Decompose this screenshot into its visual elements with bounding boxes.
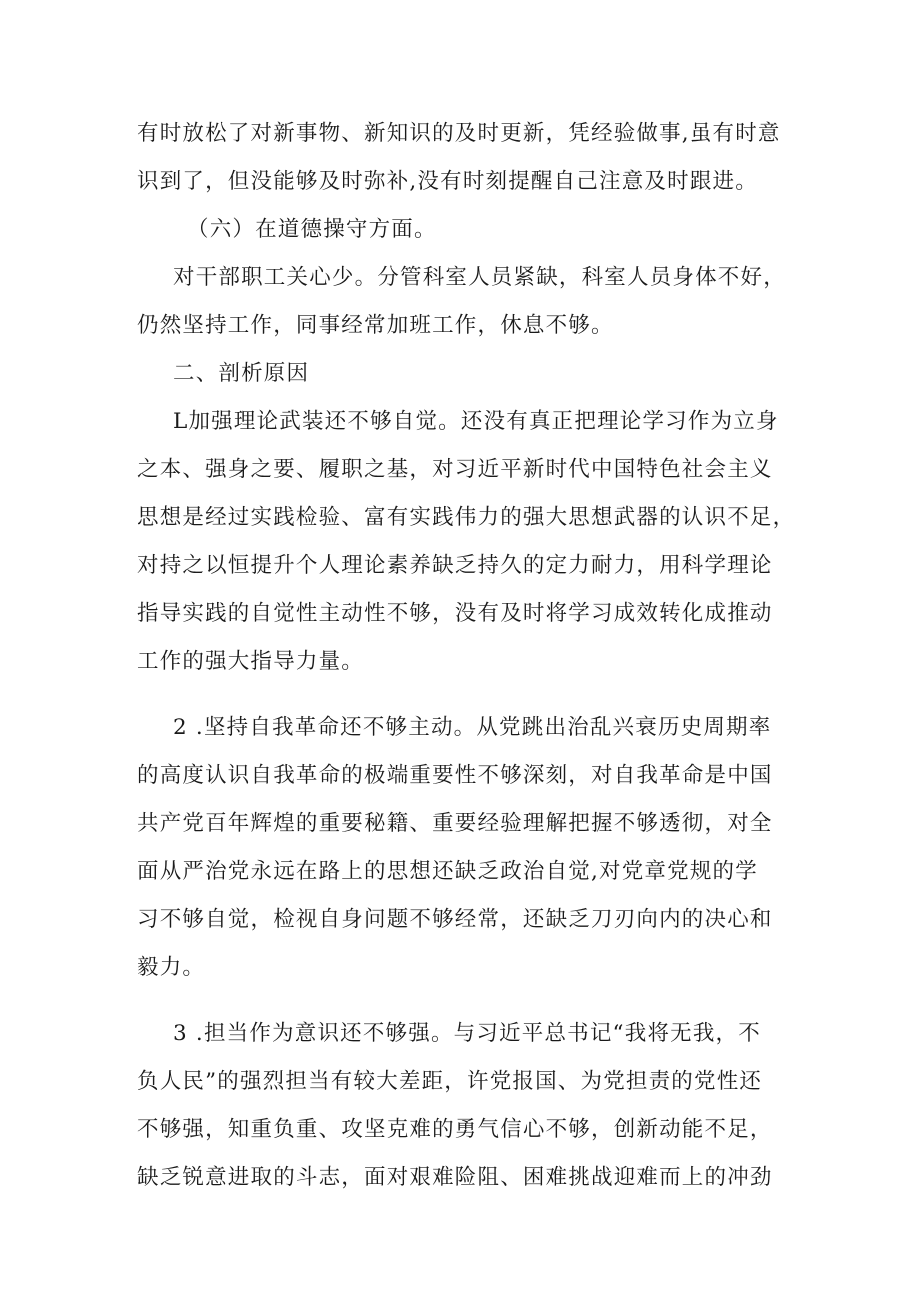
text-line: 仍然坚持工作，同事经常加班工作，休息不够。 — [137, 313, 614, 338]
section-heading: （六）在道德操守方面。 — [187, 217, 437, 242]
text-line: 缺乏锐意进取的斗志，面对艰难险阻、困难挑战迎难而上的冲劲 — [137, 1165, 773, 1190]
text-line: 负人民”的强烈担当有较大差距，许党报国、为党担责的党性还 — [137, 1069, 763, 1094]
text-line: 3 .担当作为意识还不够强。与习近平总书记“我将无我，不 — [173, 1021, 761, 1046]
text-line: 面从严治党永远在路上的思想还缺乏政治自觉,对党章党规的学 — [137, 859, 758, 884]
text-line: 习不够自觉，检视自身问题不够经常，还缺乏刀刃向内的决心和 — [137, 907, 773, 932]
text-line: 识到了，但没能够及时弥补,没有时刻提醒自己注意及时跟进。 — [137, 169, 758, 194]
text-line: 共产党百年辉煌的重要秘籍、重要经验理解把握不够透彻，对全 — [137, 811, 773, 836]
section-heading: 二、剖析原因 — [173, 361, 310, 386]
text-line: 毅力。 — [137, 955, 206, 980]
document-page — [137, 110, 802, 1202]
text-line: L加强理论武装还不够自觉。还没有真正把理论学习作为立身 — [173, 409, 779, 434]
text-line: 对持之以恒提升个人理论素养缺乏持久的定力耐力，用科学理论 — [137, 553, 773, 578]
text-line: 有时放松了对新事物、新知识的及时更新，凭经验做事,虽有时意 — [137, 121, 781, 146]
text-line: 指导实践的自觉性主动性不够，没有及时将学习成效转化成推动 — [137, 601, 773, 626]
text-line: 之本、强身之要、履职之基，对习近平新时代中国特色社会主义 — [137, 457, 773, 482]
text-line: 思想是经过实践检验、富有实践伟力的强大思想武器的认识不足， — [137, 505, 796, 530]
text-line: 2 .坚持自我革命还不够主动。从党跳出治乱兴衰历史周期率 — [173, 715, 772, 740]
text-line: 的高度认识自我革命的极端重要性不够深刻，对自我革命是中国 — [137, 763, 773, 788]
text-line: 工作的强大指导力量。 — [137, 649, 365, 674]
text-line: 对干部职工关心少。分管科室人员紧缺，科室人员身体不好， — [173, 265, 786, 290]
text-line: 不够强，知重负重、攻坚克难的勇气信心不够，创新动能不足， — [137, 1117, 773, 1142]
